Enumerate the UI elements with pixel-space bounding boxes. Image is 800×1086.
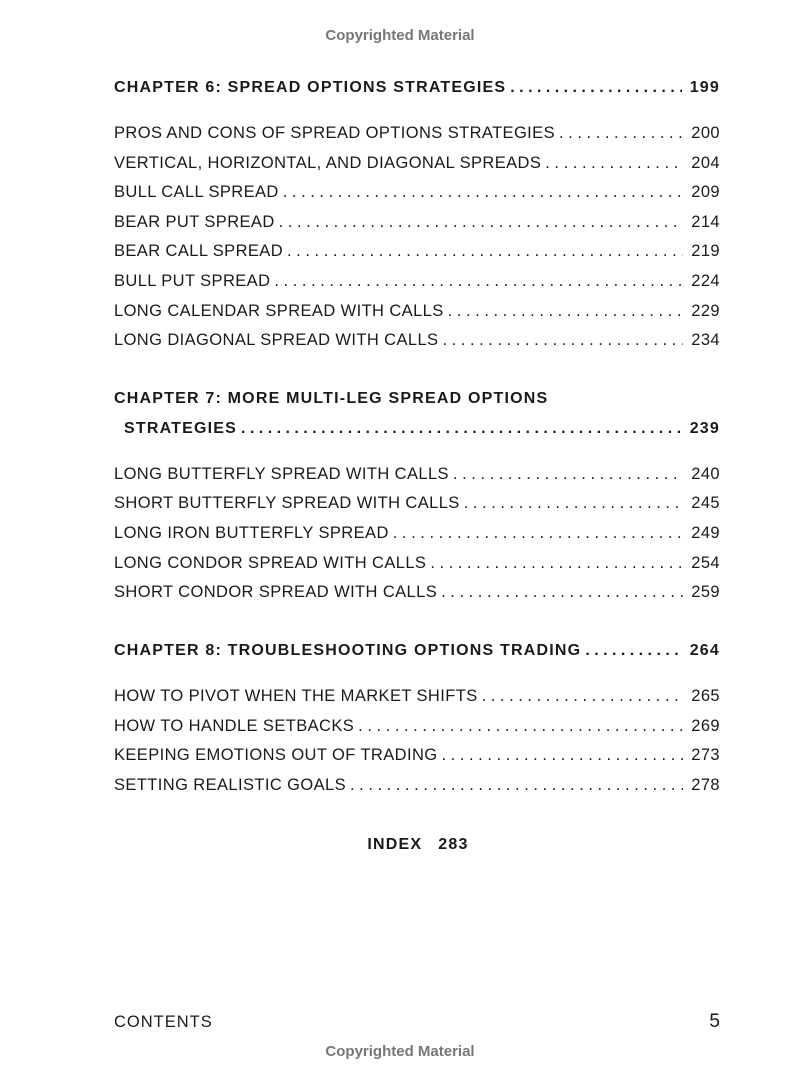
dot-leader <box>283 242 683 261</box>
section-title: PROS AND CONS OF SPREAD OPTIONS STRATEGIES <box>114 124 555 142</box>
section-title: BULL PUT SPREAD <box>114 272 271 290</box>
toc-section[interactable] <box>114 776 720 795</box>
chapter-title: CHAPTER 6: SPREAD OPTIONS STRATEGIES <box>114 79 507 96</box>
section-page: 273 <box>691 746 720 764</box>
chapter-page: 264 <box>689 642 720 659</box>
section-title: LONG BUTTERFLY SPREAD WITH CALLS <box>114 465 449 483</box>
toc-chapter-6[interactable] <box>114 79 720 97</box>
toc-section[interactable] <box>114 183 720 202</box>
toc-section[interactable] <box>114 124 720 143</box>
dot-leader <box>279 183 684 202</box>
toc-section[interactable] <box>114 494 720 513</box>
chapter-title: CHAPTER 8: TROUBLESHOOTING OPTIONS TRADING <box>114 642 582 659</box>
toc-section[interactable] <box>114 465 720 484</box>
section-page: 265 <box>691 687 720 705</box>
watermark-bottom: Copyrighted Material <box>325 1043 475 1060</box>
dot-leader <box>270 272 683 291</box>
toc-section[interactable] <box>114 331 720 350</box>
dot-leader <box>389 524 684 543</box>
toc-section[interactable] <box>114 242 720 261</box>
section-title: LONG CALENDAR SPREAD WITH CALLS <box>114 302 444 320</box>
section-page: 229 <box>691 302 720 320</box>
section-title: KEEPING EMOTIONS OUT OF TRADING <box>114 746 438 764</box>
dot-leader <box>460 494 684 513</box>
dot-leader <box>237 420 682 438</box>
dot-leader <box>437 583 683 602</box>
section-page: 224 <box>691 272 720 290</box>
dot-leader <box>438 331 683 350</box>
toc-section[interactable] <box>114 554 720 573</box>
page-number: 5 <box>709 1011 720 1032</box>
chapter-page: 239 <box>689 420 720 437</box>
dot-leader <box>478 687 684 706</box>
section-title: SHORT CONDOR SPREAD WITH CALLS <box>114 583 438 601</box>
toc-index[interactable] <box>0 836 800 854</box>
section-page: 234 <box>691 331 720 349</box>
dot-leader <box>555 124 683 143</box>
toc-chapter-7[interactable] <box>124 420 720 438</box>
dot-leader <box>438 746 684 765</box>
chapter-title: STRATEGIES <box>124 420 238 437</box>
toc-section[interactable] <box>114 302 720 321</box>
section-page: 209 <box>691 183 720 201</box>
dot-leader <box>541 154 683 173</box>
index-label: INDEX <box>367 836 423 853</box>
toc-section[interactable] <box>114 583 720 602</box>
section-page: 269 <box>691 717 720 735</box>
dot-leader <box>581 642 681 660</box>
section-title: SHORT BUTTERFLY SPREAD WITH CALLS <box>114 494 460 512</box>
index-page: 283 <box>438 836 469 853</box>
section-page: 214 <box>691 213 720 231</box>
toc-section[interactable] <box>114 154 720 173</box>
watermark-top: Copyrighted Material <box>325 27 475 44</box>
toc-section[interactable] <box>114 524 720 543</box>
section-title: HOW TO PIVOT WHEN THE MARKET SHIFTS <box>114 687 478 705</box>
section-title: LONG IRON BUTTERFLY SPREAD <box>114 524 389 542</box>
dot-leader <box>506 79 681 97</box>
toc-section[interactable] <box>114 717 720 736</box>
section-title: BULL CALL SPREAD <box>114 183 279 201</box>
section-title: BEAR PUT SPREAD <box>114 213 275 231</box>
dot-leader <box>354 717 683 736</box>
toc-section[interactable] <box>114 213 720 232</box>
section-title: BEAR CALL SPREAD <box>114 242 284 260</box>
dot-leader <box>444 302 684 321</box>
running-footer-label: CONTENTS <box>114 1013 213 1031</box>
chapter-page: 199 <box>689 79 720 96</box>
dot-leader <box>275 213 684 232</box>
section-title: LONG CONDOR SPREAD WITH CALLS <box>114 554 427 572</box>
section-page: 219 <box>691 242 720 260</box>
section-page: 259 <box>691 583 720 601</box>
section-page: 254 <box>691 554 720 572</box>
toc-chapter-7-line1[interactable]: CHAPTER 7: MORE MULTI-LEG SPREAD OPTIONS <box>114 390 549 407</box>
section-page: 200 <box>691 124 720 142</box>
toc-section[interactable] <box>114 272 720 291</box>
dot-leader <box>346 776 683 795</box>
toc-chapter-8[interactable] <box>114 642 720 660</box>
dot-leader <box>449 465 683 484</box>
section-page: 278 <box>691 776 720 794</box>
section-page: 245 <box>691 494 720 512</box>
section-page: 249 <box>691 524 720 542</box>
dot-leader <box>426 554 683 573</box>
section-title: HOW TO HANDLE SETBACKS <box>114 717 355 735</box>
section-title: LONG DIAGONAL SPREAD WITH CALLS <box>114 331 439 349</box>
toc-section[interactable] <box>114 746 720 765</box>
toc-section[interactable] <box>114 687 720 706</box>
section-page: 204 <box>691 154 720 172</box>
section-title: VERTICAL, HORIZONTAL, AND DIAGONAL SPREADS <box>114 154 542 172</box>
section-page: 240 <box>691 465 720 483</box>
section-title: SETTING REALISTIC GOALS <box>114 776 346 794</box>
